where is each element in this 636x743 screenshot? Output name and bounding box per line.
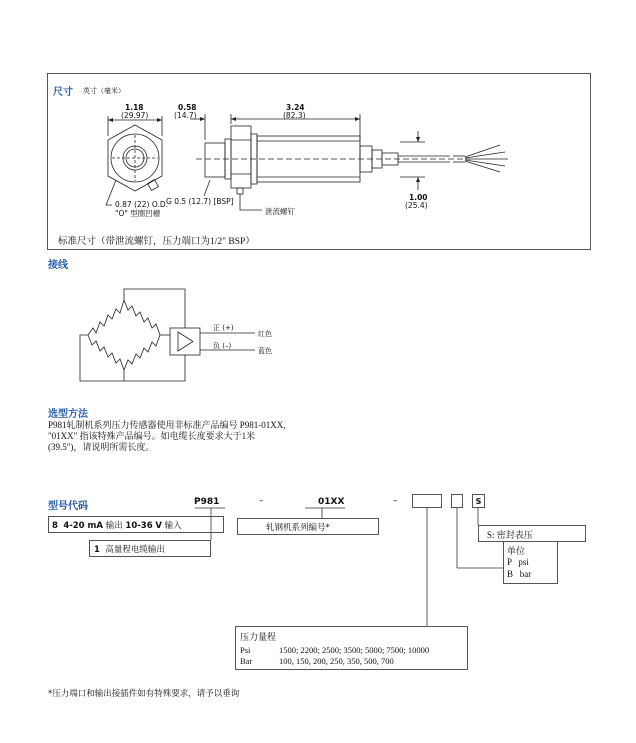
s-note: S: 密封表压 xyxy=(487,530,533,540)
model-code-title: 型号代码 xyxy=(48,501,88,512)
unit-bar: B bar xyxy=(507,569,532,579)
output-8-in: 输入 xyxy=(164,521,182,531)
dim-1-00: 1.00 xyxy=(409,193,428,202)
selection-title: 选型方法 xyxy=(48,409,88,420)
p981-code: P981 xyxy=(194,497,220,507)
output-1-prefix: 1 xyxy=(94,545,100,555)
range-bar-values: 100, 150, 200, 250, 350, 500, 700 xyxy=(279,656,394,666)
dim-0-58: 0.58 xyxy=(178,103,197,112)
footnote: *压力端口和输出接插件如有特殊要求，请予以垂询 xyxy=(48,689,240,699)
range-title: 压力量程 xyxy=(240,632,277,642)
neg-color: 蓝色 xyxy=(258,347,272,355)
pos-color: 红色 xyxy=(258,330,272,338)
output-8-v: V xyxy=(155,521,162,531)
range-bar-label: Bar xyxy=(240,656,253,666)
od-label: 0.87 (22) O.D. xyxy=(115,200,169,209)
unit-note: 英寸（毫米） xyxy=(83,87,125,95)
code-01xx: 01XX xyxy=(318,497,345,507)
neg-label: 负 (–) xyxy=(213,342,232,350)
dim-1-18-mm: (29.97) xyxy=(121,111,149,120)
thread-label: G 0.5 (12.7) [BSP] xyxy=(166,197,234,206)
dimensions-caption: 标准尺寸（带泄流螺钉，压力端口为1/2" BSP） xyxy=(58,237,255,247)
range-psi-label: Psi xyxy=(240,645,251,655)
pos-label: 正 (+) xyxy=(213,324,234,332)
output-8-text xyxy=(52,519,182,531)
o-ring-label: "O" 型圈凹槽 xyxy=(115,209,161,218)
output-8-voltage: 10-36 xyxy=(125,521,153,531)
unit-psi: P psi xyxy=(507,557,529,567)
wiring-title: 接线 xyxy=(48,260,68,271)
dim-3-24-mm: (82.3) xyxy=(283,111,306,120)
dash-1: – xyxy=(259,496,264,506)
series-label: 轧钢机系列编号* xyxy=(266,523,330,533)
dash-2: – xyxy=(393,496,398,506)
selection-line-2: "01XX" 指该特殊产品编号。如电缆长度要求大于1米 xyxy=(48,431,256,441)
output-8-current: 4-20 mA xyxy=(63,521,103,531)
range-psi-values: 1500; 2200; 2500; 3500; 5000; 7500; 10000 xyxy=(279,645,430,655)
dim-0-58-mm: (14.7) xyxy=(174,111,197,120)
output-1-text xyxy=(94,543,165,555)
vent-screw-label: 泄流螺钉 xyxy=(265,207,295,216)
unit-title: 单位 xyxy=(507,546,526,556)
dim-3-24: 3.24 xyxy=(286,103,305,112)
output-8-prefix: 8 xyxy=(52,521,58,531)
dim-1-00-mm: (25.4) xyxy=(405,201,428,210)
dimensions-title: 尺寸 xyxy=(53,87,73,98)
output-1-label: 高量程电缆输出 xyxy=(105,545,165,555)
selection-line-3: (39.5")，请说明所需长度。 xyxy=(48,442,155,452)
output-8-out: 输出 xyxy=(105,521,123,531)
s-box-text: S xyxy=(475,497,482,506)
selection-line-1: P981轧制机系列压力传感器使用非标准产品编号 P981-01XX, xyxy=(48,420,286,430)
dim-1-18: 1.18 xyxy=(125,103,144,112)
